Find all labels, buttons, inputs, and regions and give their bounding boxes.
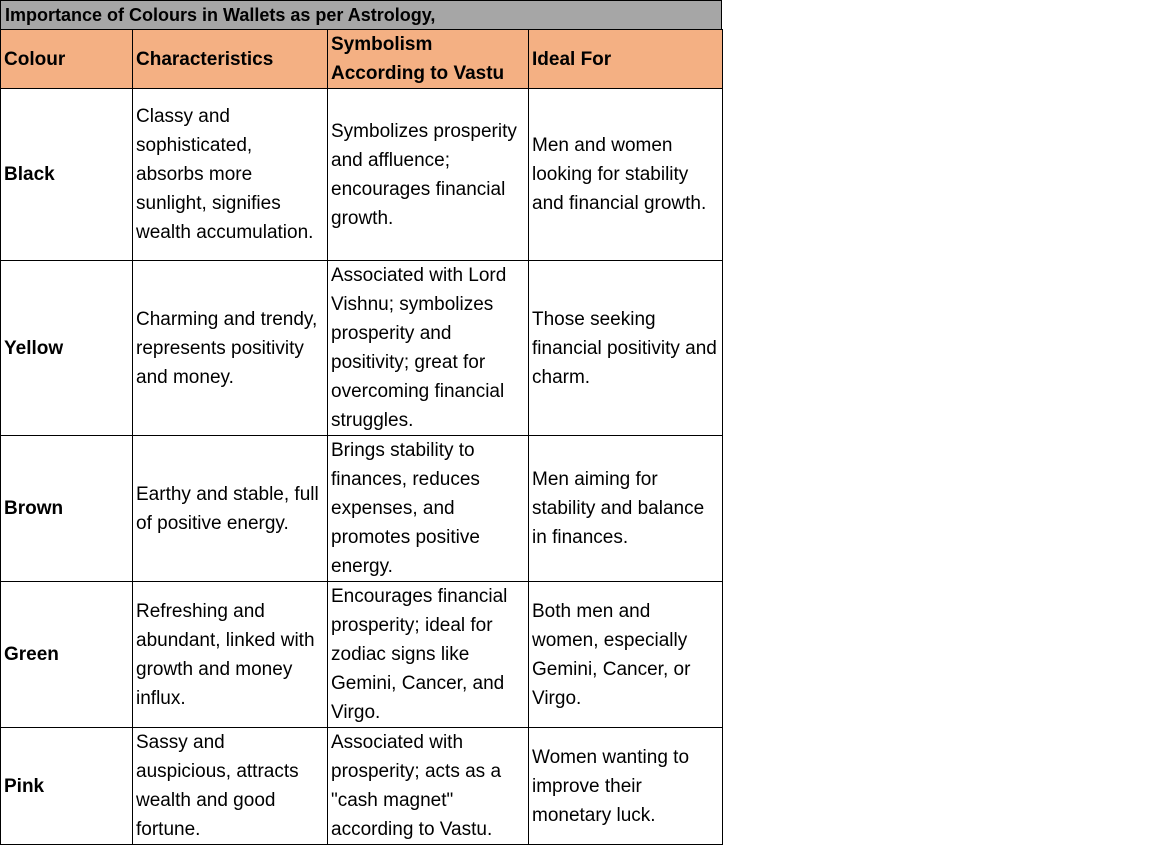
table-row <box>1 261 723 436</box>
header-ideal-for[interactable]: Ideal For <box>529 30 723 89</box>
table-row <box>1 89 723 261</box>
cell-colour[interactable]: Green <box>1 582 133 728</box>
cell-symbolism[interactable]: Encourages financial prosperity; ideal for zodiac signs like Gemini, Cancer, and Virgo. <box>328 582 529 728</box>
cell-symbolism[interactable]: Symbolizes prosperity and affluence; encourages financial growth. <box>328 89 529 261</box>
cell-characteristics[interactable]: Earthy and stable, full of positive energy. <box>133 436 328 582</box>
cell-colour[interactable]: Yellow <box>1 261 133 436</box>
cell-ideal-for[interactable]: Women wanting to improve their monetary luck. <box>529 728 723 845</box>
cell-characteristics[interactable]: Classy and sophisticated, absorbs more sunlight, signifies wealth accumulation. <box>133 89 328 261</box>
table-row <box>1 436 723 582</box>
cell-characteristics[interactable]: Refreshing and abundant, linked with growth and money influx. <box>133 582 328 728</box>
cell-characteristics[interactable]: Charming and trendy, represents positivity and money. <box>133 261 328 436</box>
cell-ideal-for[interactable]: Those seeking financial positivity and charm. <box>529 261 723 436</box>
table-row <box>1 728 723 845</box>
cell-ideal-for[interactable]: Men aiming for stability and balance in finances. <box>529 436 723 582</box>
cell-symbolism[interactable]: Brings stability to finances, reduces expenses, and promotes positive energy. <box>328 436 529 582</box>
cell-colour[interactable]: Pink <box>1 728 133 845</box>
cell-ideal-for[interactable]: Men and women looking for stability and financial growth. <box>529 89 723 261</box>
cell-colour[interactable]: Black <box>1 89 133 261</box>
cell-symbolism[interactable]: Associated with prosperity; acts as a "cash magnet" according to Vastu. <box>328 728 529 845</box>
header-row <box>1 30 723 89</box>
sheet-title[interactable]: Importance of Colours in Wallets as per Astrology, <box>0 0 722 29</box>
header-characteristics[interactable]: Characteristics <box>133 30 328 89</box>
cell-ideal-for[interactable]: Both men and women, especially Gemini, Cancer, or Virgo. <box>529 582 723 728</box>
cell-symbolism[interactable]: Associated with Lord Vishnu; symbolizes prosperity and positivity; great for overcoming financial struggles. <box>328 261 529 436</box>
cell-characteristics[interactable]: Sassy and auspicious, attracts wealth and good fortune. <box>133 728 328 845</box>
header-symbolism[interactable]: Symbolism According to Vastu <box>328 30 529 89</box>
table-row <box>1 582 723 728</box>
cell-colour[interactable]: Brown <box>1 436 133 582</box>
header-colour[interactable]: Colour <box>1 30 133 89</box>
colour-table <box>0 29 723 845</box>
